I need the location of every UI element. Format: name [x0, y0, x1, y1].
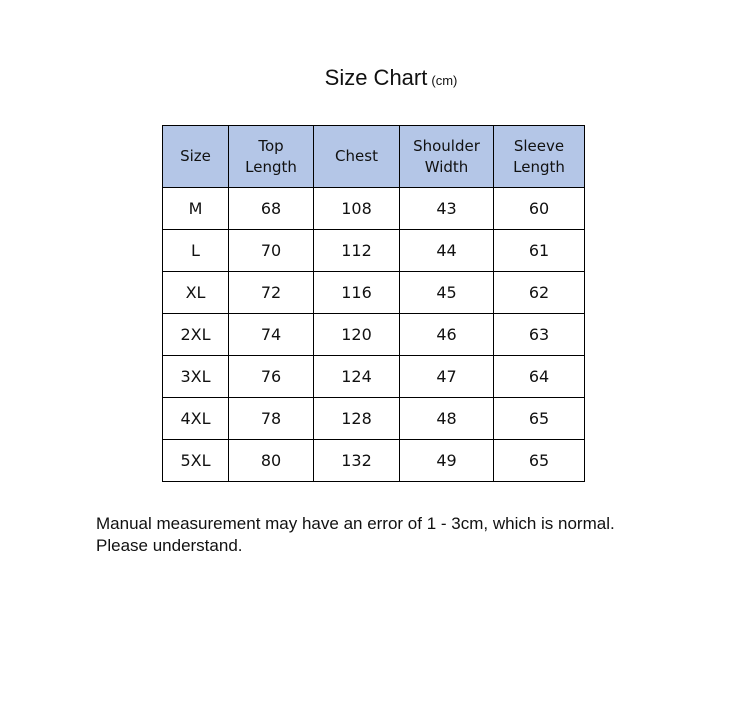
- cell-shoulder-width: 44: [400, 230, 494, 272]
- cell-shoulder-width: 45: [400, 272, 494, 314]
- page-title: [0, 64, 732, 95]
- cell-sleeve-length: 62: [494, 272, 585, 314]
- header-shoulder-width: [400, 126, 494, 188]
- cell-sleeve-length: 60: [494, 188, 585, 230]
- table-row: [163, 314, 585, 356]
- cell-size: XL: [163, 272, 229, 314]
- cell-shoulder-width: 48: [400, 398, 494, 440]
- header-top-length: [229, 126, 314, 188]
- cell-sleeve-length: 65: [494, 440, 585, 482]
- table-row: [163, 398, 585, 440]
- note-line-1: Manual measurement may have an error of 1 - 3cm, which is normal.: [96, 514, 615, 533]
- cell-size: 5XL: [163, 440, 229, 482]
- cell-top-length: 68: [229, 188, 314, 230]
- cell-chest: 128: [314, 398, 400, 440]
- cell-shoulder-width: 47: [400, 356, 494, 398]
- header-sleeve-length: [494, 126, 585, 188]
- cell-size: L: [163, 230, 229, 272]
- header-label: Chest: [335, 147, 378, 165]
- table-row: [163, 188, 585, 230]
- header-chest: [314, 126, 400, 188]
- table-row: [163, 230, 585, 272]
- cell-chest: 112: [314, 230, 400, 272]
- cell-top-length: 74: [229, 314, 314, 356]
- cell-size: 3XL: [163, 356, 229, 398]
- cell-size: 2XL: [163, 314, 229, 356]
- note-line-2: Please understand.: [96, 536, 243, 555]
- header-label: Size: [180, 147, 211, 165]
- table-header-row: [163, 126, 585, 188]
- cell-sleeve-length: 65: [494, 398, 585, 440]
- title-text: Size Chart: [324, 65, 428, 90]
- cell-chest: 120: [314, 314, 400, 356]
- cell-top-length: 72: [229, 272, 314, 314]
- cell-top-length: 78: [229, 398, 314, 440]
- header-label: Top: [258, 136, 284, 155]
- cell-chest: 124: [314, 356, 400, 398]
- header-size: [163, 126, 229, 188]
- cell-shoulder-width: 49: [400, 440, 494, 482]
- header-label: Length: [513, 157, 565, 176]
- cell-size: M: [163, 188, 229, 230]
- table-row: [163, 440, 585, 482]
- cell-shoulder-width: 46: [400, 314, 494, 356]
- cell-shoulder-width: 43: [400, 188, 494, 230]
- cell-top-length: 76: [229, 356, 314, 398]
- measurement-note: [96, 513, 615, 557]
- title-unit: (cm): [431, 73, 458, 88]
- cell-sleeve-length: 61: [494, 230, 585, 272]
- size-chart-table: [162, 125, 585, 482]
- cell-sleeve-length: 64: [494, 356, 585, 398]
- header-label: Sleeve: [513, 136, 565, 155]
- cell-top-length: 70: [229, 230, 314, 272]
- table-row: [163, 272, 585, 314]
- header-label: Width: [424, 157, 469, 176]
- cell-top-length: 80: [229, 440, 314, 482]
- cell-sleeve-length: 63: [494, 314, 585, 356]
- header-label: Length: [245, 157, 297, 176]
- cell-chest: 116: [314, 272, 400, 314]
- cell-chest: 132: [314, 440, 400, 482]
- header-label: Shoulder: [413, 136, 480, 155]
- cell-chest: 108: [314, 188, 400, 230]
- cell-size: 4XL: [163, 398, 229, 440]
- table-row: [163, 356, 585, 398]
